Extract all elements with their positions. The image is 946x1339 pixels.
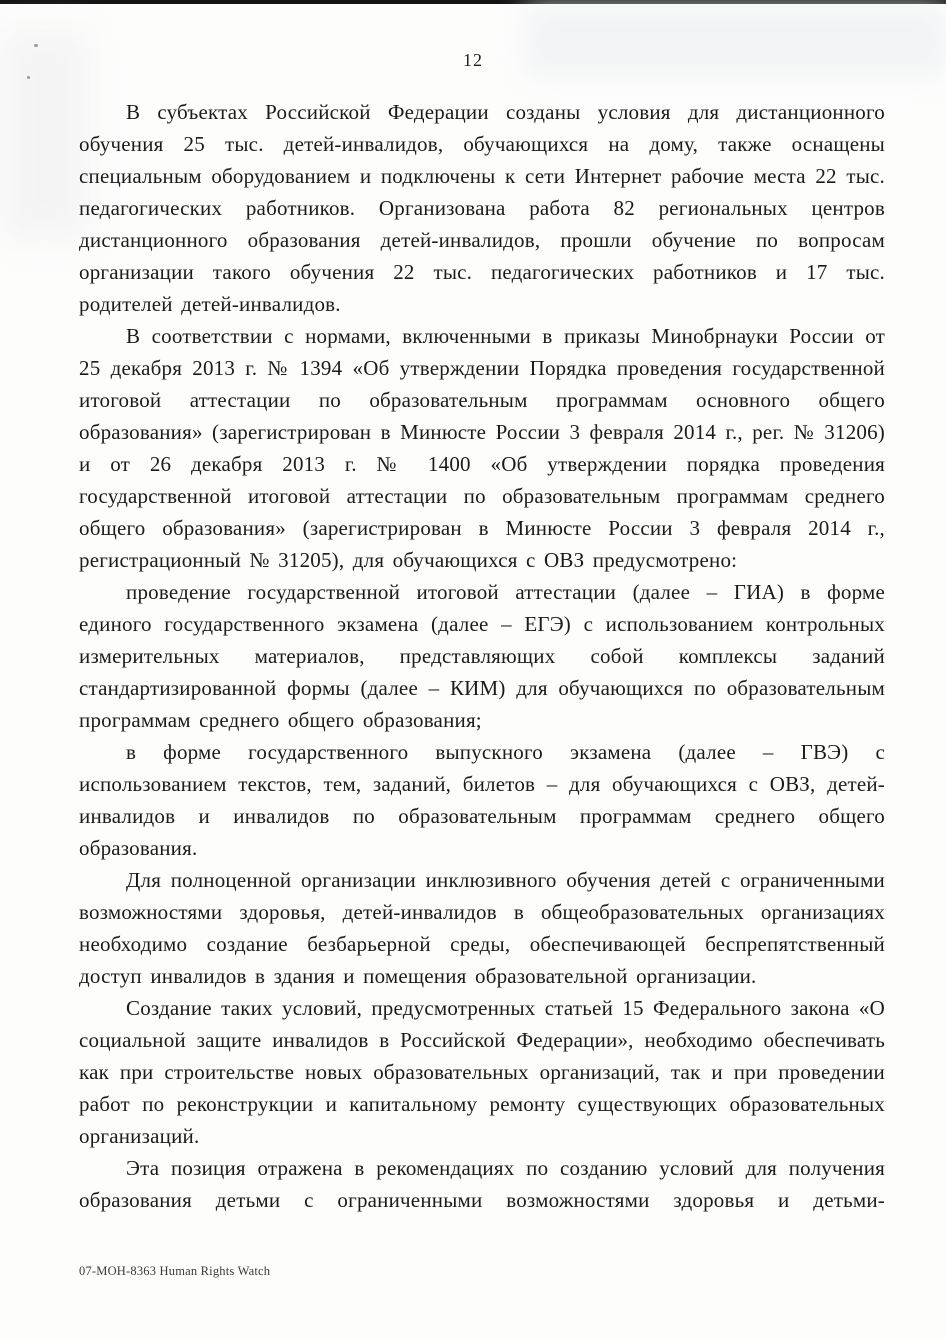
scan-speck	[34, 44, 38, 47]
paragraph: Для полноценной организации инклюзивного обучения детей с ограниченными возможностями здоровья, детей-инвалидов в общеобразовательных организациях необходимо создание безбарьерной среды, обеспечивающей беспрепятственный доступ инвалидов в здания и помещения образовательной организации.	[79, 868, 885, 988]
page-number: 12	[463, 50, 483, 70]
paragraph: в форме государственного выпускного экзамена (далее – ГВЭ) с использованием текстов, тем, заданий, билетов – для обучающихся с ОВЗ, детей-инвалидов и инвалидов по образовательным программам среднего общего образования.	[79, 740, 885, 860]
paragraph: В субъектах Российской Федерации созданы условия для дистанционного обучения 25 тыс. детей-инвалидов, обучающихся на дому, также оснащены специальным оборудованием и подключены к сети Интернет рабочие места 22 тыс. педагогических работников. Организована работа 82 региональных центров дистанционного образования детей-инвалидов, прошли обучение по вопросам организации такого обучения 22 тыс. педагогических работников и 17 тыс. родителей детей-инвалидов.	[79, 100, 885, 316]
paragraph: Эта позиция отражена в рекомендациях по созданию условий для получения образования детьми с ограниченными возможностями здоровья и детьми-	[79, 1156, 885, 1212]
paragraph: проведение государственной итоговой аттестации (далее – ГИА) в форме единого государственного экзамена (далее – ЕГЭ) с использованием контрольных измерительных материалов, представляющих собой комплексы заданий стандартизированной формы (далее – КИМ) для обучающихся по образовательным программам среднего общего образования;	[79, 580, 885, 732]
document-body	[79, 96, 885, 1216]
footer-stamp: 07-МОН-8363 Human Rights Watch	[79, 1264, 271, 1278]
paragraph: Создание таких условий, предусмотренных статьей 15 Федерального закона «О социальной защите инвалидов в Российской Федерации», необходимо обеспечивать как при строительстве новых образовательных организаций, так и при проведении работ по реконструкции и капитальному ремонту существующих образовательных организаций.	[79, 996, 885, 1148]
scan-edge-artifact	[0, 0, 946, 4]
paragraph: В соответствии с нормами, включенными в приказы Минобрнауки России от 25 декабря 2013 г. № 1394 «Об утверждении Порядка проведения государственной итоговой аттестации по образовательным программам основного общего образования» (зарегистрирован в Минюсте России 3 февраля 2014 г., рег. № 31206) и от 26 декабря 2013 г. № 1400 «Об утверждении порядка проведения государственной итоговой аттестации по образовательным программам среднего общего образования» (зарегистрирован в Минюсте России 3 февраля 2014 г., регистрационный № 31205), для обучающихся с ОВЗ предусмотрено:	[79, 324, 885, 572]
scan-speck	[27, 76, 30, 79]
